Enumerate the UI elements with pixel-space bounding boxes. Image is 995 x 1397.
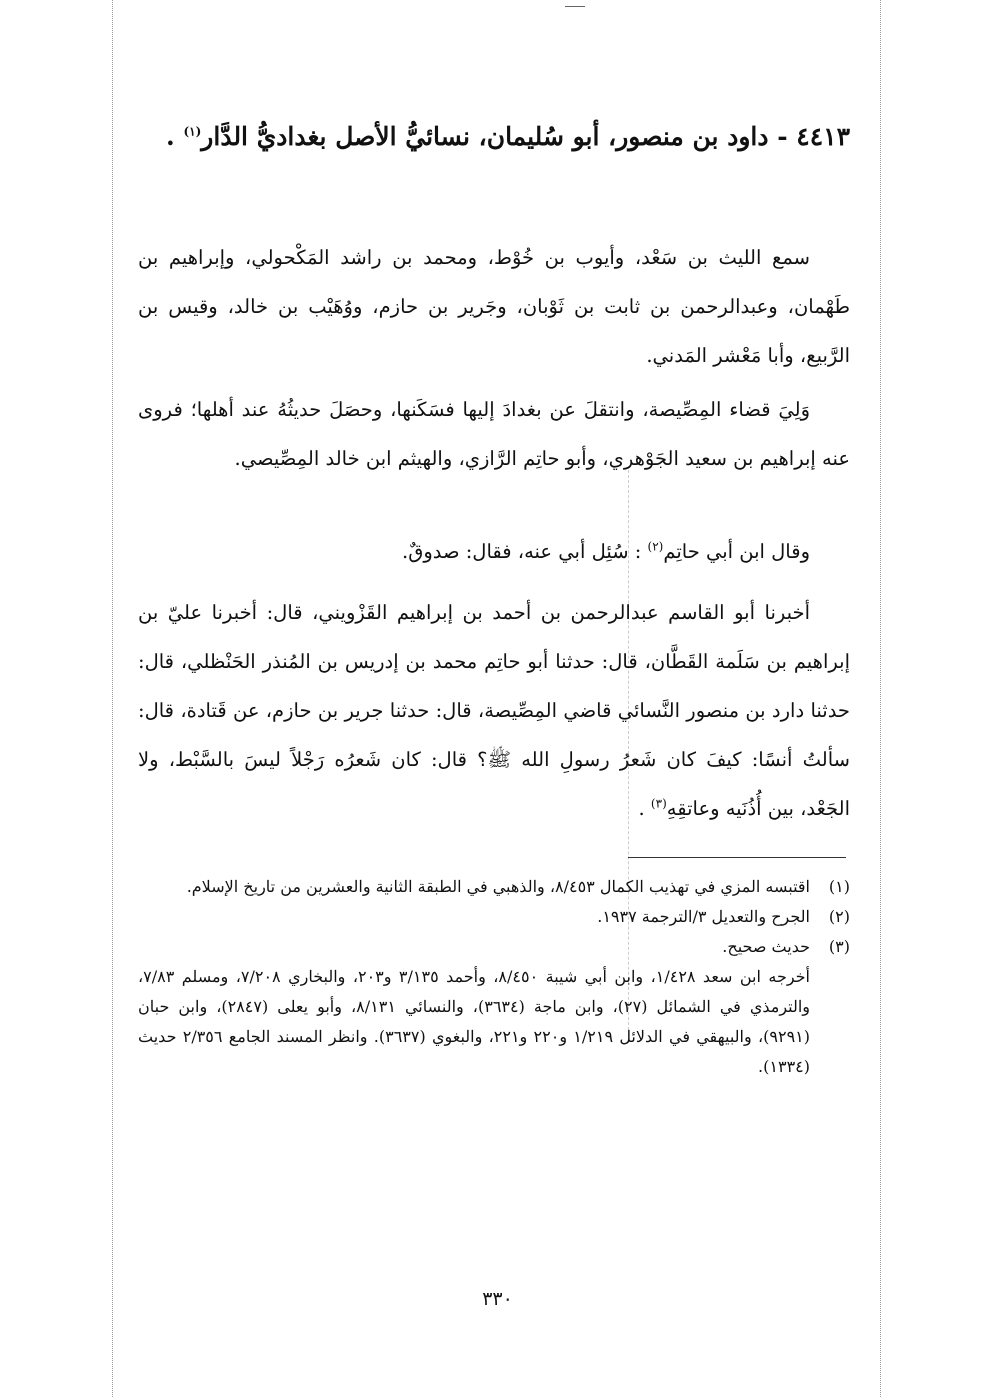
assessment-text-start: وقال ابن أبي حاتِم [663, 540, 810, 563]
page-number: ٣٣٠ [482, 1288, 513, 1310]
footnote-detail: أخرجه ابن سعد ١/٤٢٨، وابن أبي شيبة ٨/٤٥٠، وأحمد ٣/١٣٥ و٢٠٣، والبخاري ٧/٢٠٨، ومسلم ٧/٨٣، والترمذي في الشمائل (٢٧)، وابن ماجة (٣٦٣٤)، والنسائي ٨/١٣١، وأبو يعلى (٢٨٤٧)، وابن حبان (٩٢٩١)، والبيهقي في الدلائل ١/٢١٩ و٢٢٠ و٢٢١، والبغوي (٣٦٣٧). وانظر المسند الجامع ٢/٣٥٦ حديث (١٣٣٤). [138, 967, 811, 1076]
hadith-text: أخبرنا أبو القاسم عبدالرحمن بن أحمد بن إبراهيم القَزْويني، قال: أخبرنا عليّ بن إبراهيم بن سَلَمة القَطَّان، قال: حدثنا أبو حاتِم محمد بن إدريس بن المُنذر الحَنْظلي، قال: حدثنا دارد بن منصور النَّسائي قاضي المِصِّيصة، قال: حدثنا جرير بن حازم، عن قَتادة، قال: سألتُ أنسًا: كيفَ كان شَعرُ رسولِ الله ﷺ؟ قال: كان شَعرُه رَجْلاً ليسَ بالسَّبْط، ولا الجَعْد، بين أُذُنَيه وعاتقِهِ [138, 601, 850, 820]
paragraph-hadith [138, 588, 850, 833]
footnote-item [138, 872, 850, 902]
assessment-text-end: : سُئِل أبي عنه، فقال: صدوقٌ. [402, 540, 648, 563]
footnote-number: (٢) [828, 907, 850, 926]
scan-top-mark [565, 6, 585, 7]
paragraph-judgeship: وَلِيَ قضاء المِصِّيصة، وانتقلَ عن بغدادَ إليها فسَكَنها، وحصَلَ حديثُهُ عند أهلها؛ فروى عنه إبراهيم بن سعيد الجَوْهري، وأبو حاتِم الرَّازي، والهيثم ابن خالد المِصِّيصي. [138, 398, 850, 470]
scan-margin-line-left [112, 0, 113, 1397]
entry-heading-end: . [166, 122, 184, 151]
footnote-ref-2: (٢) [647, 539, 664, 554]
footnote-number: (٣) [828, 937, 850, 956]
entry-heading [138, 112, 850, 162]
footnote-ref-1: (١) [183, 124, 202, 139]
footnote-text: حديث صحيح. [722, 937, 810, 956]
footnote-ref-3: (٣) [650, 796, 667, 811]
footnote-text: الجرح والتعديل ٣/الترجمة ١٩٣٧. [597, 907, 810, 926]
footnote-separator [628, 857, 846, 858]
paragraph-teachers: سمع الليث بن سَعْد، وأيوب بن خُوْط، ومحمد بن راشد المَكْحولي، وإبراهيم بن طَهْمان، وعبدالرحمن بن ثابت بن ثَوْبان، وجَرير بن حازم، ووُهَيْب بن خالد، وقيس بن الرَّبيع، وأبا مَعْشر المَدني. [138, 246, 850, 367]
scan-margin-line-right [880, 0, 881, 1397]
footnote-number: (١) [828, 877, 850, 896]
footnote-item [138, 932, 850, 962]
footnote-text: اقتبسه المزي في تهذيب الكمال ٨/٤٥٣، والذهبي في الطبقة الثانية والعشرين من تاريخ الإسلام. [186, 877, 810, 896]
hadith-text-end: . [638, 797, 651, 820]
footnotes-section [138, 872, 850, 1082]
footnote-item [138, 902, 850, 932]
paragraph-assessment [138, 527, 850, 576]
entry-heading-text: ٤٤١٣ - داود بن منصور، أبو سُليمان، نسائيُّ الأصل بغداديُّ الدَّار [201, 122, 850, 151]
